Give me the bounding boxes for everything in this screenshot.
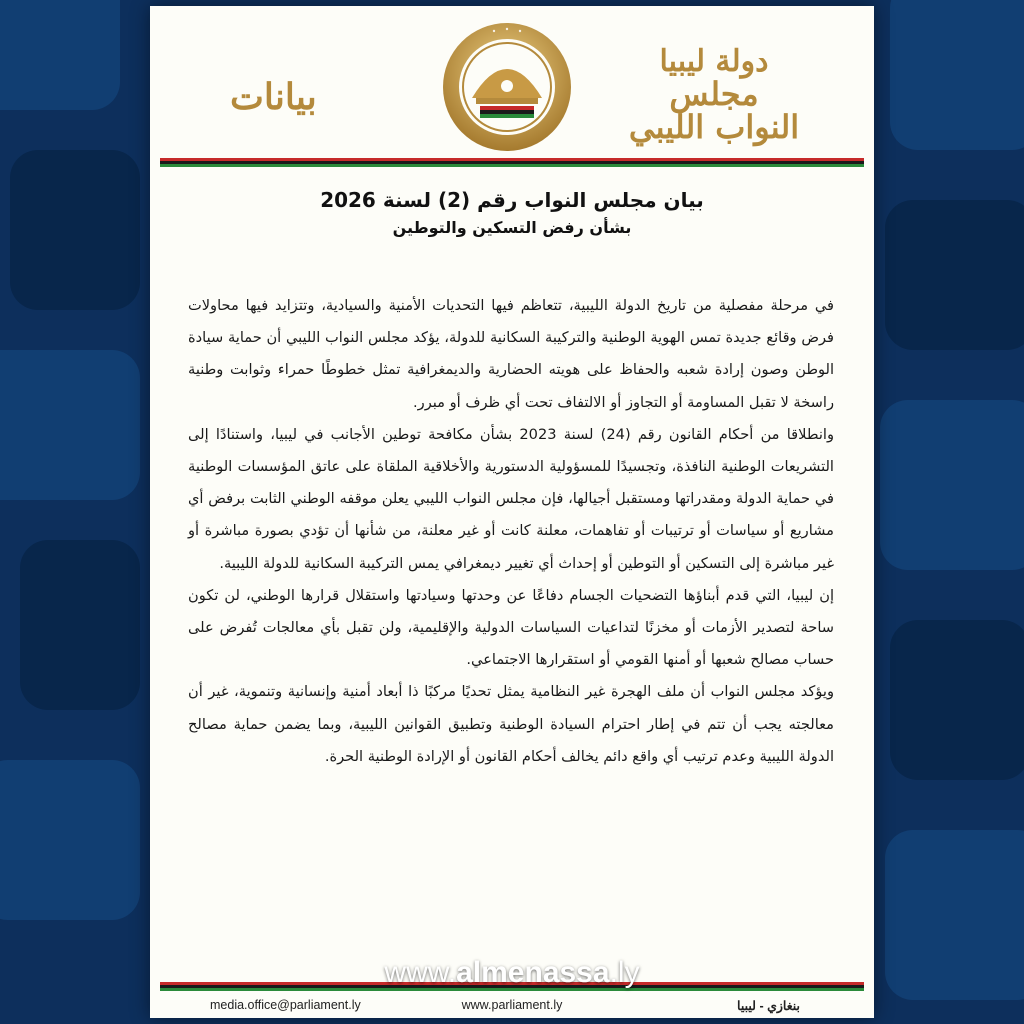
source-watermark bbox=[0, 956, 1024, 990]
top-flag-divider bbox=[160, 158, 864, 167]
paragraph: في مرحلة مفصلية من تاريخ الدولة الليبية، تتعاظم فيها التحديات الأمنية والسيادية، وتتزايد فيها محاولات فرض وقائع جديدة تمس الهوية الوطنية والتركيبة السكانية للدولة، يؤكد مجلس النواب الليبي أن حماية سيادة الوطن وصون إرادة شعبه والحفاظ على هويته الحضارية والديمغرافية تمثل خطوطًا حمراء وثوابت وطنية راسخة لا تقبل المساومة أو التجاوز أو الالتفاف تحت أي ظرف أو مبرر. bbox=[188, 297, 834, 411]
watermark-suffix: .ly bbox=[609, 956, 640, 989]
state-name: دولة ليبيا bbox=[659, 44, 769, 79]
statement-page bbox=[150, 6, 874, 1018]
paragraph: وانطلاقا من أحكام القانون رقم (24) لسنة 2023 بشأن مكافحة توطين الأجانب في ليبيا، واستنادًا إلى التشريعات الوطنية النافذة، وتجسيدًا للمسؤولية الدستورية والأخلاقية الملقاة على عاتق المؤسسات الوطنية في حماية الدولة ومقدراتها ومستقبل أجيالها، فإن مجلس النواب الليبي يعلن موقفه الوطني الثابت برفض أي مشاريع أو سياسات أو ترتيبات أو تفاهمات، معلنة كانت أو غير معلنة، من شأنها أن تؤدي بصورة مباشرة أو غير مباشرة إلى التسكين أو التوطين أو إحداث أي تغيير ديمغرافي يمس التركيبة السكانية للدولة الليبية. bbox=[188, 425, 834, 572]
background-tile bbox=[0, 0, 120, 110]
background-tile bbox=[0, 350, 140, 500]
footer-email: media.office@parliament.ly bbox=[210, 998, 361, 1012]
statement-heading bbox=[150, 188, 874, 237]
background-tile bbox=[880, 400, 1024, 570]
state-title bbox=[624, 46, 804, 145]
letterhead bbox=[150, 6, 874, 156]
background-tile bbox=[20, 540, 140, 710]
background-tile bbox=[0, 760, 140, 920]
footer-website: www.parliament.ly bbox=[461, 998, 563, 1012]
paragraph: ويؤكد مجلس النواب أن ملف الهجرة غير النظامية يمثل تحديًا مركبًا ذا أبعاد أمنية وإنسانية وتنموية، غير أن معالجته يجب أن تتم في إطار احترام السيادة الوطنية وتطبيق القوانين الليبية، وبما يضمن حماية مصالح الدولة الليبية وعدم ترتيب أي واقع دائم يخالف أحكام القانون أو الإرادة الوطنية الحرة. bbox=[188, 683, 834, 765]
parliament-name: مجلس النواب الليبي bbox=[628, 74, 800, 147]
watermark-prefix: www. bbox=[384, 956, 457, 989]
statement-subtitle: بشأن رفض التسكين والتوطين bbox=[392, 218, 632, 237]
statement-body bbox=[188, 290, 834, 773]
letterhead-footer bbox=[150, 998, 874, 1018]
statements-label: بيانات bbox=[230, 76, 317, 118]
background-tile bbox=[10, 150, 140, 310]
watermark-brand: almenassa bbox=[456, 956, 610, 989]
footer-city: بنغازي - ليبيا bbox=[737, 999, 800, 1013]
paragraph: إن ليبيا، التي قدم أبناؤها التضحيات الجسام دفاعًا عن وحدتها وسيادتها واستقلال قرارها الوطني، لن تكون ساحة لتصدير الأزمات أو مخزنًا لتداعيات السياسات الدولية والإقليمية، ولن تقبل بأي معالجات تُفرض على حساب مصالح شعبها أو أمنها القومي أو استقرارها الاجتماعي. bbox=[188, 586, 834, 669]
statement-title: بيان مجلس النواب رقم (2) لسنة 2026 bbox=[320, 188, 704, 212]
background-tile bbox=[885, 200, 1024, 350]
background-tile bbox=[890, 620, 1024, 780]
parliament-seal-logo bbox=[440, 20, 574, 154]
background-tile bbox=[890, 0, 1024, 150]
